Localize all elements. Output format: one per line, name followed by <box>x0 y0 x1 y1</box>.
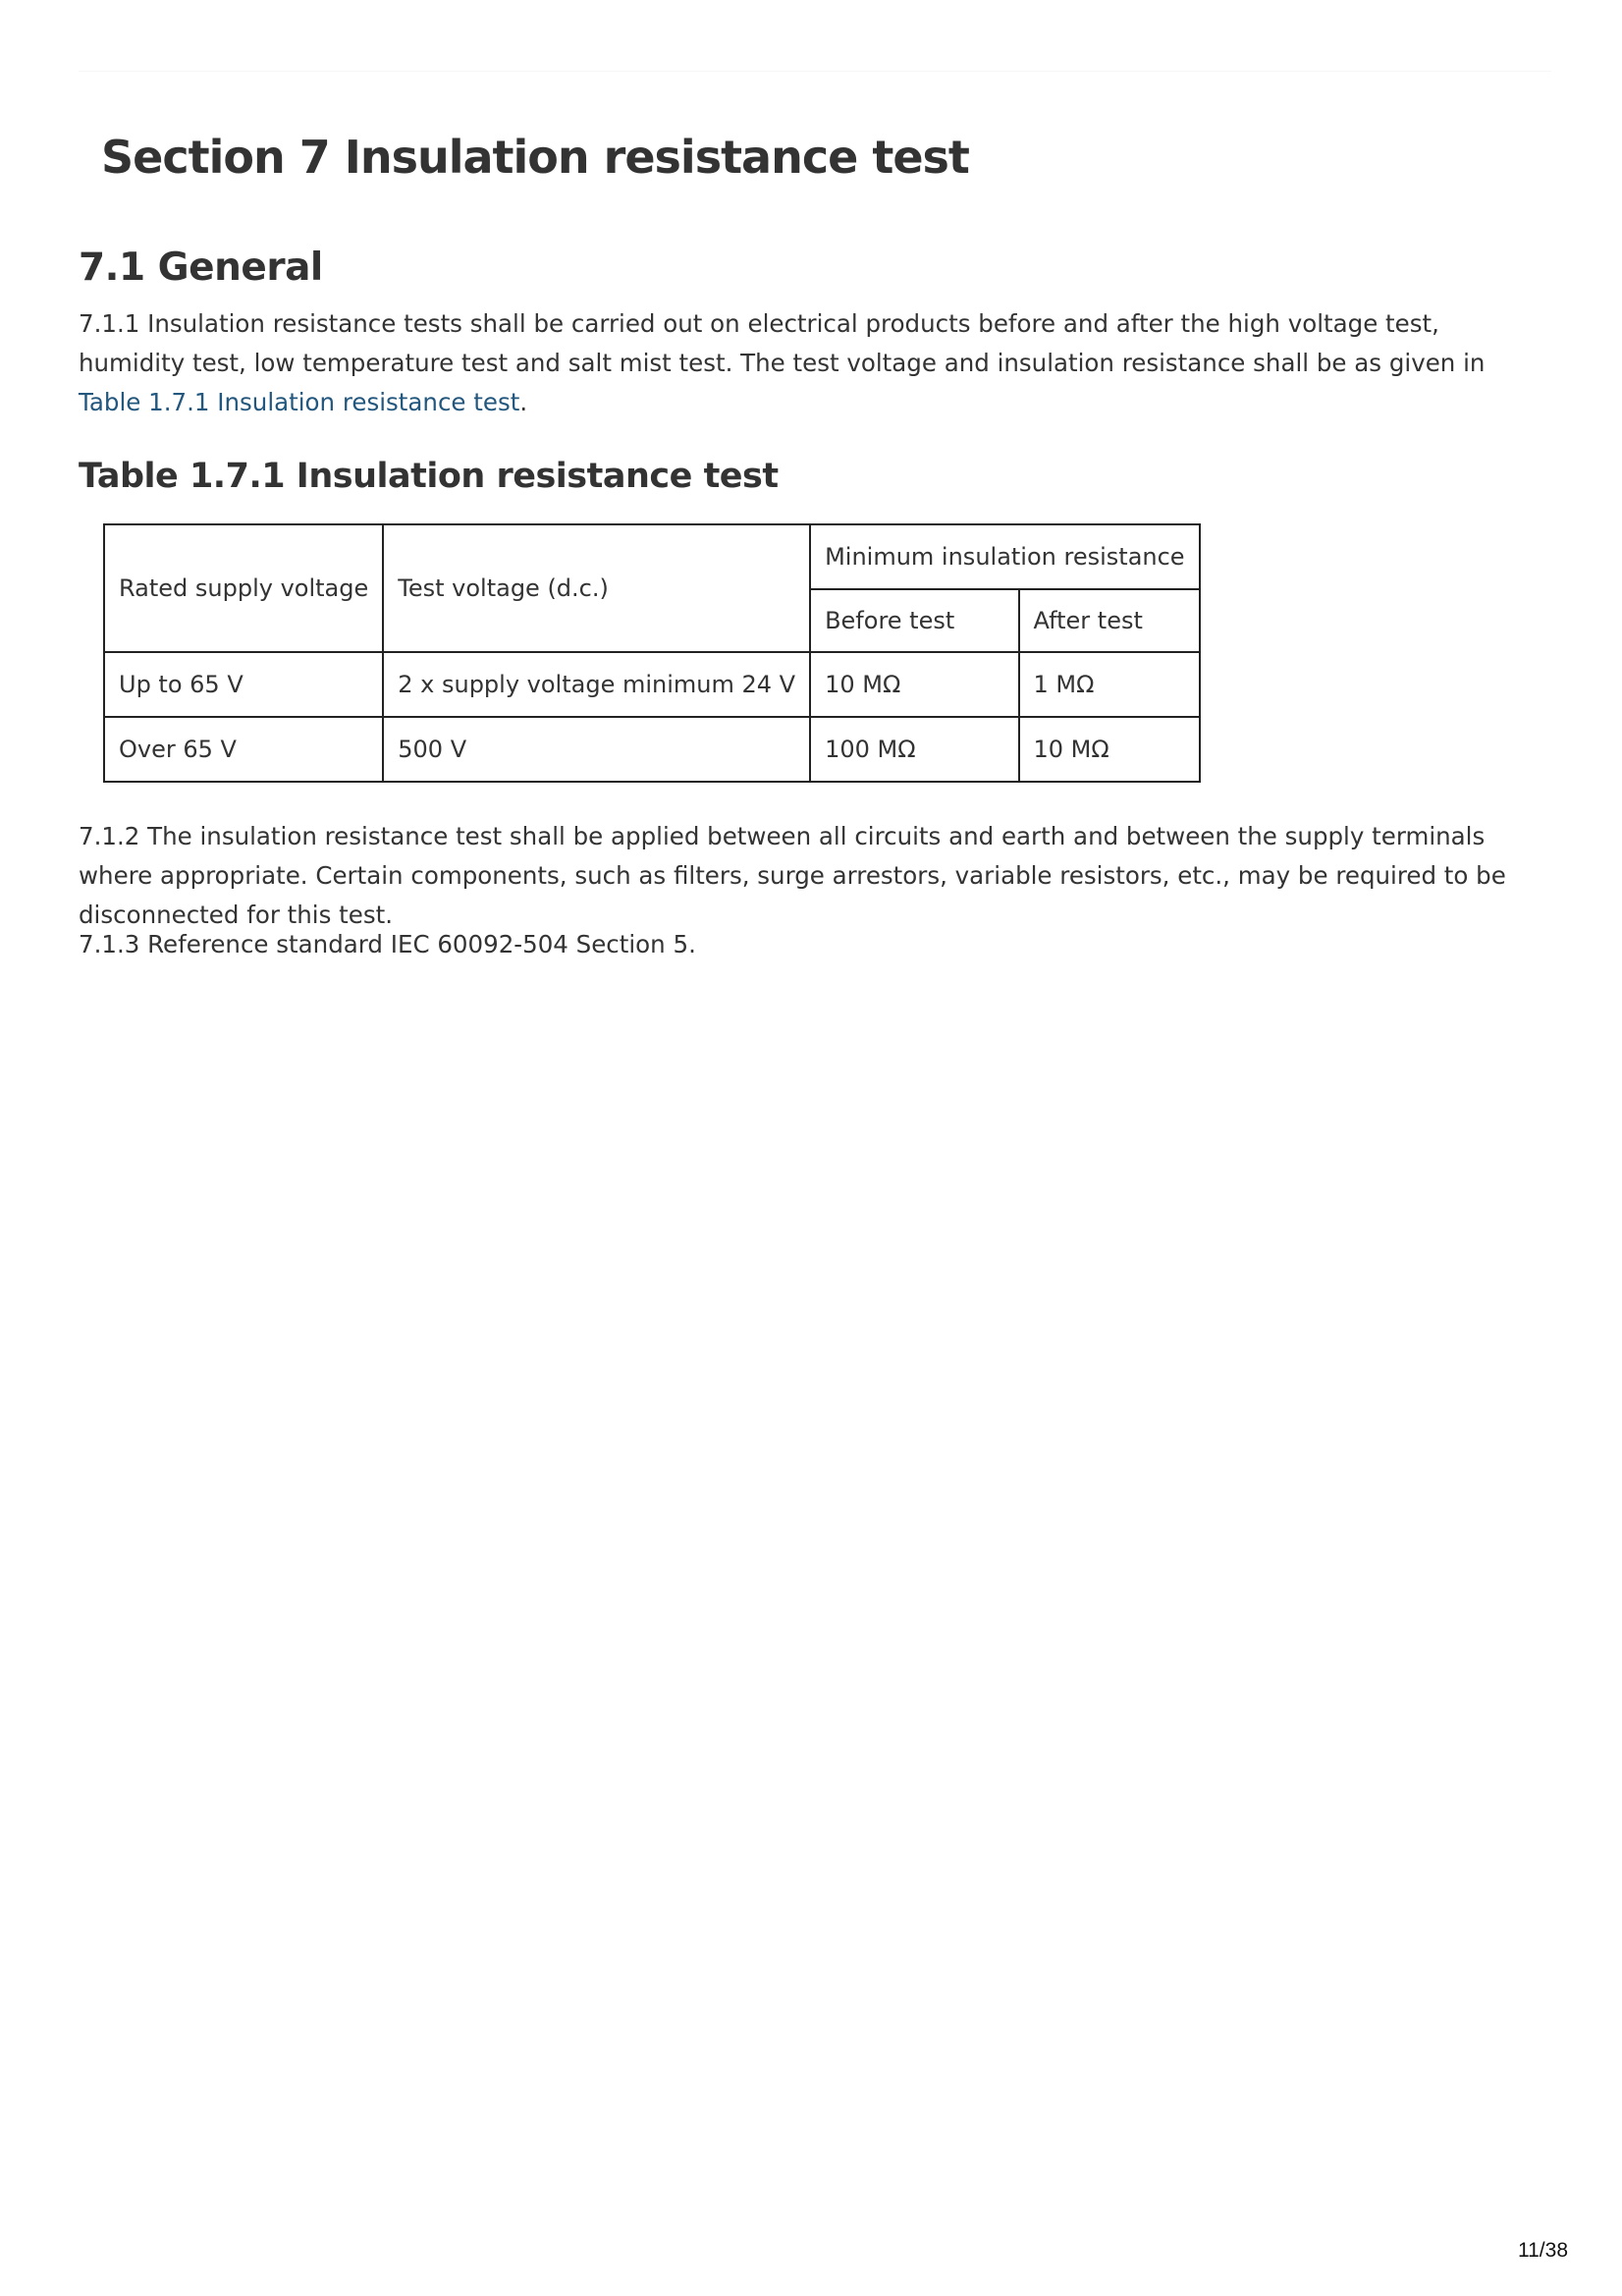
table-row <box>104 652 1200 717</box>
page-number: 11/38 <box>1518 2239 1568 2262</box>
table-reference-link[interactable]: Table 1.7.1 Insulation resistance test <box>79 388 520 416</box>
paragraph-7-1-3: 7.1.3 Reference standard IEC 60092-504 Section 5. <box>79 930 696 958</box>
paragraph-7-1-2: 7.1.2 The insulation resistance test shall be applied between all circuits and earth and between the supply terminals where appropriate. Certain components, such as filters, surge arrestors, variable resistors, etc., may be required to be disconnected for this test. <box>79 822 1506 929</box>
header-after-test: After test <box>1019 589 1200 652</box>
section-title: Section 7 Insulation resistance test <box>101 131 969 184</box>
cell-test-voltage: 2 x supply voltage minimum 24 V <box>383 652 810 717</box>
header-rated-supply-voltage: Rated supply voltage <box>104 524 383 652</box>
header-test-voltage: Test voltage (d.c.) <box>383 524 810 652</box>
cell-rated-supply-voltage: Over 65 V <box>104 717 383 782</box>
cell-after-test: 1 MΩ <box>1019 652 1200 717</box>
header-min-insulation-resistance: Minimum insulation resistance <box>810 524 1200 589</box>
cell-test-voltage: 500 V <box>383 717 810 782</box>
subsection-title: 7.1 General <box>79 246 323 290</box>
paragraph-7-1-1-end: . <box>519 388 528 416</box>
cell-before-test: 10 MΩ <box>810 652 1018 717</box>
paragraph-7-1-1 <box>79 304 1551 422</box>
table-title: Table 1.7.1 Insulation resistance test <box>79 457 779 496</box>
insulation-resistance-table <box>103 523 1201 783</box>
cell-rated-supply-voltage: Up to 65 V <box>104 652 383 717</box>
paragraph-7-1-1-text: 7.1.1 Insulation resistance tests shall be carried out on electrical products before and after the high voltage test, humidity test, low temperature test and salt mist test. The test voltage and insulation resistance shall be as given in <box>79 309 1486 377</box>
header-before-test: Before test <box>810 589 1018 652</box>
cell-before-test: 100 MΩ <box>810 717 1018 782</box>
cell-after-test: 10 MΩ <box>1019 717 1200 782</box>
top-divider <box>79 71 1551 72</box>
table-header-row <box>104 524 1200 589</box>
table-row <box>104 717 1200 782</box>
